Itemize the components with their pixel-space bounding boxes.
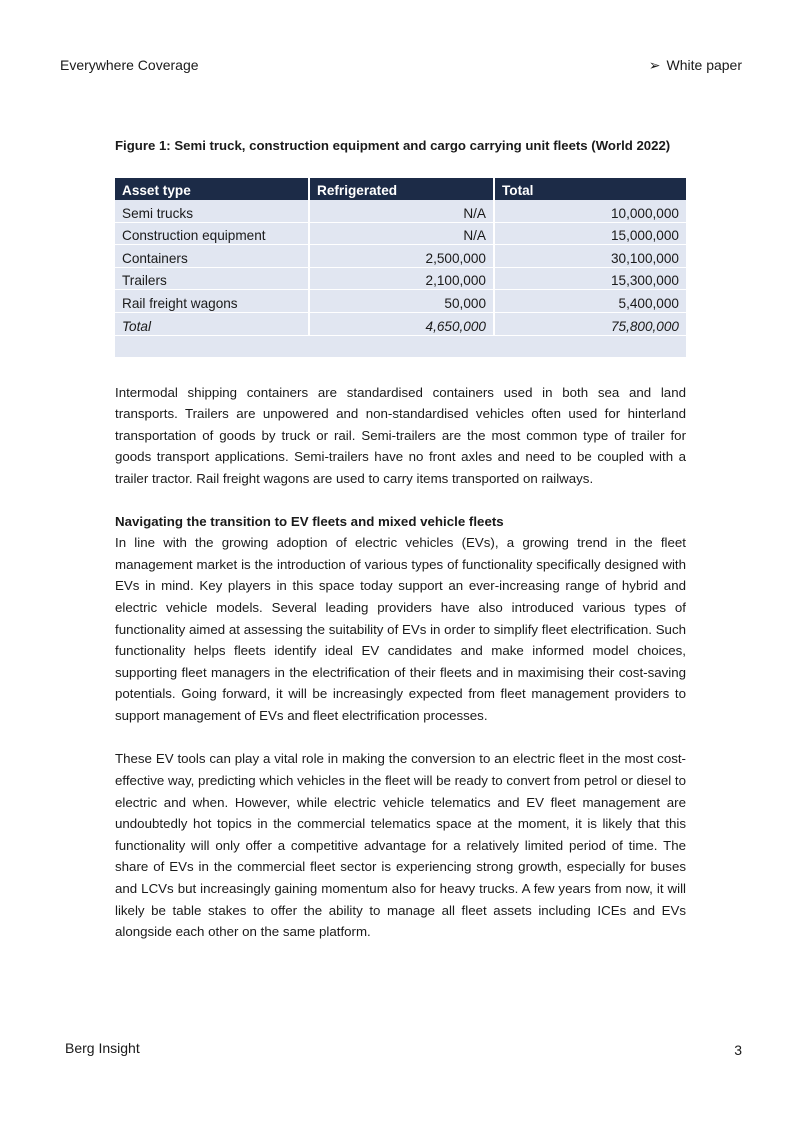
column-header-total: Total [494, 178, 686, 200]
cell-total: 15,300,000 [494, 267, 686, 290]
body-paragraph-containers: Intermodal shipping containers are standardised containers used in both sea and land transports. Trailers are unpowered and non-standardised vehicles often used for hinterland transportation of goods by truck or rail. Semi-trailers are the most common type of trailer for goods transport applications. Semi-trailers have no front axles and need to be coupled with a trailer tractor. Rail freight wagons are used to carry items transported on railways. [115, 384, 686, 486]
asset-fleet-table [115, 178, 686, 358]
table-row [115, 267, 686, 290]
body-paragraph-ev-tools: These EV tools can play a vital role in making the conversion to an electric fleet in the most cost-effective way, predicting which vehicles in the fleet will be ready to convert from petrol or diesel to electric and when. However, while electric vehicle telematics and EV fleet management are undoubtedly hot topics in the commercial telematics space at the moment, it is likely that this functionality will only offer a competitive advantage for a relatively limited period of time. The share of EVs in the commercial fleet sector is experiencing strong growth, especially for buses and LCVs but increasingly gaining momentum also for heavy trucks. A few years from now, it will likely be table stakes to offer the ability to manage all fleet assets including ICEs and EVs alongside each other on the same platform. [115, 751, 686, 940]
table-row [115, 245, 686, 268]
cell-refrigerated: N/A [309, 222, 494, 245]
cell-total: 15,000,000 [494, 222, 686, 245]
section-heading: Navigating the transition to EV fleets and mixed vehicle fleets [115, 513, 504, 529]
column-header-refrigerated: Refrigerated [309, 178, 494, 200]
cell-asset-type: Trailers [115, 267, 309, 290]
table-footer-spacer [115, 335, 686, 357]
table-row [115, 200, 686, 222]
main-content [115, 138, 686, 943]
table-footer-spacer-row [115, 335, 686, 357]
column-header-asset-type: Asset type [115, 178, 309, 200]
cell-refrigerated: N/A [309, 200, 494, 222]
table-row [115, 290, 686, 313]
header-publication-title: Everywhere Coverage [60, 57, 199, 73]
cell-total: 10,000,000 [494, 200, 686, 222]
cell-refrigerated: 2,100,000 [309, 267, 494, 290]
figure-caption: Figure 1: Semi truck, construction equipment and cargo carrying unit fleets (World 2022) [115, 138, 671, 153]
cell-total-refrigerated: 4,650,000 [309, 312, 494, 335]
cell-total-label: Total [115, 312, 309, 335]
header-doc-type-label: White paper [666, 57, 742, 73]
cell-asset-type: Semi trucks [115, 200, 309, 222]
arrow-bullet-icon: ➢ [648, 57, 661, 73]
cell-refrigerated: 50,000 [309, 290, 494, 313]
table-header-row [115, 178, 686, 200]
page-number: 3 [734, 1042, 742, 1058]
cell-asset-type: Containers [115, 245, 309, 268]
cell-refrigerated: 2,500,000 [309, 245, 494, 268]
cell-asset-type: Rail freight wagons [115, 290, 309, 313]
cell-asset-type: Construction equipment [115, 222, 309, 245]
table-row [115, 222, 686, 245]
cell-total: 30,100,000 [494, 245, 686, 268]
cell-total-total: 75,800,000 [494, 312, 686, 335]
footer-company-name: Berg Insight [65, 1040, 140, 1056]
header-doc-type [649, 57, 742, 74]
table-total-row [115, 312, 686, 335]
body-paragraph-ev-trend: In line with the growing adoption of electric vehicles (EVs), a growing trend in the fleet management market is the introduction of various types of functionality specifically designed with EVs in mind. Key players in this space today support an ever-increasing range of hybrid and electric vehicle models. Several leading providers have also introduced various types of functionality aimed at assessing the suitability of EVs in order to simplify fleet electrification. Such functionality helps fleets identify ideal EV candidates and make informed model choices, supporting fleet managers in the electrification of their fleets and in maximising their cost-saving potentials. Going forward, it will be increasingly expected from fleet management providers to support management of EVs and fleet electrification processes. [115, 535, 686, 723]
cell-total: 5,400,000 [494, 290, 686, 313]
